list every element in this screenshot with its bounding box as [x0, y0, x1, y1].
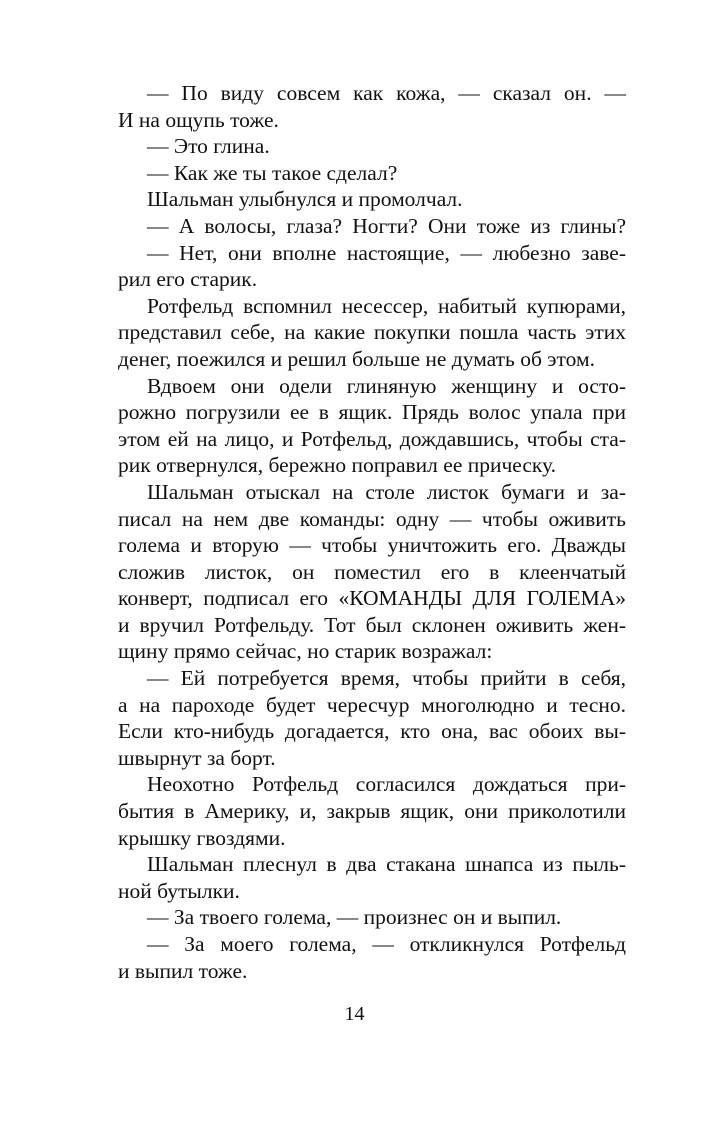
- text-line: — За твоего голема, — произнес он и выпил.: [147, 905, 562, 930]
- text-line: — За моего голема, — откликнулся Ротфельд: [147, 932, 626, 956]
- text-line: — Нет, они вполне настоящие, — любезно заве-: [147, 240, 626, 265]
- text-line: голема и вторую — чтобы уничтожить его. Дважды: [118, 533, 626, 558]
- text-line: а на пароходе будет чересчур многолюдно и тесно.: [118, 692, 626, 717]
- text-line: щину прямо сейчас, но старик возражал:: [118, 639, 493, 664]
- text-line: И на ощупь тоже.: [118, 107, 279, 132]
- text-line: — А волосы, глаза? Ногти? Они тоже из глины?: [147, 213, 626, 238]
- text-line: Неохотно Ротфельд согласился дождаться при-: [147, 772, 626, 797]
- text-line: денег, поежился и решил больше не думать об этом.: [118, 346, 595, 371]
- text-line: — Ей потребуется время, чтобы прийти в себя,: [147, 666, 626, 691]
- page-body: [118, 80, 626, 984]
- text-line: Если кто-нибудь догадается, кто она, вас обоих вы-: [118, 719, 626, 744]
- text-line: Шальман улыбнулся и промолчал.: [147, 187, 463, 212]
- text-line: — По виду совсем как кожа, — сказал он. —: [147, 81, 626, 105]
- text-line: крышку гвоздями.: [118, 825, 286, 850]
- text-line: рожно погрузили ее в ящик. Прядь волос упала при: [118, 400, 626, 425]
- text-line: рил его старик.: [118, 267, 258, 292]
- text-line: и вручил Ротфельду. Тот был склонен оживить жен-: [118, 612, 626, 637]
- text-line: Ротфельд вспомнил несессер, набитый купюрами,: [147, 293, 626, 318]
- text-line: Вдвоем они одели глиняную женщину и осто-: [147, 373, 626, 398]
- text-line: — Это глина.: [147, 134, 270, 159]
- text-line: конверт, подписал его «КОМАНДЫ ДЛЯ ГОЛЕМА»: [118, 586, 626, 611]
- text-line: этом ей на лицо, и Ротфельд, дождавшись, чтобы ста-: [118, 426, 626, 451]
- text-line: представил себе, на какие покупки пошла часть этих: [118, 320, 626, 345]
- text-line: — Как же ты такое сделал?: [147, 160, 398, 185]
- text-line: Шальман отыскал на столе листок бумаги и за-: [147, 479, 626, 504]
- text-line: ной бутылки.: [118, 878, 240, 903]
- text-line: бытия в Америку, и, закрыв ящик, они приколотили: [118, 799, 626, 824]
- text-line: швырнут за борт.: [118, 745, 276, 770]
- text-line: и выпил тоже.: [118, 958, 248, 983]
- text-line: Шальман плеснул в два стакана шнапса из пыль-: [147, 852, 626, 877]
- text-line: рик отвернулся, бережно поправил ее прическу.: [118, 453, 557, 478]
- text-line: сложив листок, он поместил его в клеенчатый: [118, 559, 626, 584]
- text-line: писал на нем две команды: одну — чтобы оживить: [118, 506, 626, 531]
- page-number: 14: [344, 1003, 365, 1025]
